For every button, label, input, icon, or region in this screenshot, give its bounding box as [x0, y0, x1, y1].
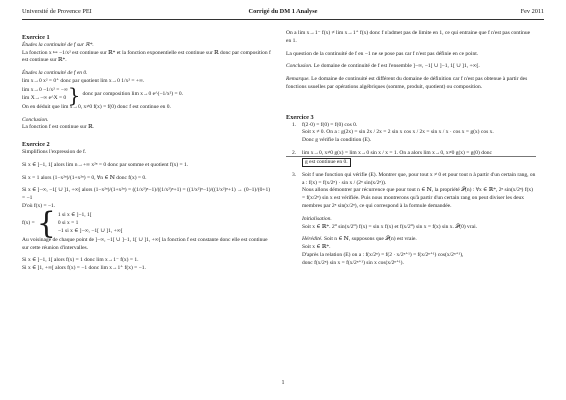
ex2-f-of-x: f(x) = — [22, 219, 35, 226]
exercise-2-title: Exercice 2 — [22, 141, 50, 149]
ex2-conclusion — [286, 63, 536, 71]
ex2-conclusion-label: Conclusion. — [286, 63, 313, 70]
ex3-init-label: Initialisation. — [302, 215, 332, 222]
ex2-remark — [286, 76, 536, 92]
ex1-conclusion-label: Conclusion. — [22, 116, 49, 123]
right-column — [286, 30, 536, 268]
ex2-case-c: Si x ∈ ]−∞, −1[ ∪ ]1, +∞[ alors (1−x²ⁿ)/(1+x²ⁿ) = ((1/x²)ⁿ−1)/((1/x²)ⁿ+1) = ((1/x²)ⁿ−1)/((1/x²)ⁿ+1) → (0−1)/(0+1) = −1 — [22, 187, 271, 202]
exercise-3-title: Exercice 3 — [286, 113, 314, 121]
ex3-init: Soit x ∈ ℝ*. 2⁰ sin(x/2⁰) f(x) = sin x f(x) et f(x/2⁰) sin x = f(x) sin x. 𝒫(0) vrai. — [302, 223, 477, 230]
ex1-paragraph-1: La fonction x ↦ −1/x² est continue sur ℝ* et la fonction exponentielle est continue sur ℝ donc par composition f est continue sur ℝ*. — [22, 49, 271, 64]
ex3-hered-2: Soit x ∈ ℝ*. — [302, 244, 331, 251]
ex3-item-2 — [286, 150, 536, 167]
ex2-case-b: Si x = 1 alors (1−x²ⁿ)/(1+x²ⁿ) = 0, ∀n ∈ ℕ donc f(x) = 0. — [22, 174, 147, 181]
left-column — [22, 30, 272, 273]
ex1-conclusion: La fonction f est continue sur ℝ. — [22, 124, 94, 131]
ex2-remark-text: Le domaine de continuité est différent du domaine de définition car f n'est pas obtenue à partir des fonctions usuelles par opérations algébriques (somme, produit, quotient) ou composition. — [286, 76, 528, 90]
ex2-no-limit: On a lim x→1⁻ f(x) ≠ lim x→1⁺ f(x) donc f n'admet pas de limite en 1, ce qui entraine que f n'est pas continue en 1. — [286, 30, 531, 44]
ex3-item-3-number: 3. — [292, 171, 297, 178]
ex2-piece-1: 1 si x ∈ ]−1, 1[ — [57, 212, 92, 219]
ex2-paragraph-2: Au voisinage de chaque point de ]−∞, −1[ ∪ ]−1, 1[ ∪ ]1, +∞[ la fonction f est constante donc elle est continue sur cette réunion d'intervalles. — [22, 236, 268, 251]
header-rule — [22, 19, 544, 20]
ex3-item-3 — [286, 172, 536, 268]
ex1-right-brace: } — [67, 82, 81, 107]
ex3-item-1-line-2: Soit x ≠ 0. On a : g(2x) = sin 2x / 2x = 2 sin x cos x / 2x = sin x / x · cos x = g(x) cos x. — [302, 129, 494, 136]
ex2-left-limit: Si x ∈ ]−1, 1[ alors f(x) = 1 donc lim x→1⁻ f(x) = 1. — [22, 257, 139, 264]
ex3-item-2-text: lim x→0, x≠0 g(x) = lim x→0 sin x / x = 1. On a alors lim x→0, x≠0 g(x) = g(0) donc — [302, 149, 492, 156]
ex1-study-heading-1: Études la continuité de f sur ℝ*. — [22, 41, 94, 48]
ex3-item-1-number: 1. — [292, 121, 297, 128]
ex2-hence: D'où f(x) = −1. — [22, 202, 56, 209]
ex2-right-limit: Si x ∈ ]1, +∞[ alors f(x) = −1 donc lim x→1⁺ f(x) = −1. — [22, 265, 146, 272]
ex3-hered-4: donc f(x/2ⁿ) sin x = f(x/2ⁿ⁺¹) sin x cos(x/2ⁿ⁺¹). — [302, 259, 404, 266]
ex3-item-3-plan: Nous allons démontrer par récurrence que pour tout n ∈ ℕ, la propriété 𝒫(n) : ∀x ∈ ℝ*, 2ⁿ sin(x/2ⁿ) f(x) = f(x/2ⁿ) sin x est vérifiée. Puis nous montrerons qu'à partir d'un certain rang on peut diviser les deux membres par 2ⁿ sin(x/2ⁿ), ce qui correspond à la formule demandée. — [302, 187, 534, 209]
ex1-limit-2: lim x→0 −1/x² = −∞ — [22, 86, 68, 93]
ex3-item-2-boxed-result: g est continue en 0. — [302, 158, 351, 167]
ex2-minus-one: La question de la continuité de f en −1 ne se pose pas car f n'est pas définie en ce point. — [286, 50, 479, 57]
ex3-item-1 — [286, 122, 536, 145]
ex3-item-2-number: 2. — [292, 149, 297, 156]
header-date: Fev 2011 — [520, 8, 544, 15]
ex2-piece-3: −1 si x ∈ ]−∞, −1[ ∪ ]1, +∞[ — [57, 227, 123, 234]
ex3-hered: Soit n ∈ ℕ, supposons que 𝒫(n) est vraie. — [324, 236, 417, 243]
ex1-limit-3: lim X→−∞ e^X = 0 — [22, 94, 67, 101]
ex1-deduction: On en déduit que lim x→0, x≠0 f(x) = f(0) donc f est continue en 0. — [22, 103, 171, 110]
ex2-simplify: Simplifions l'expression de f. — [22, 148, 87, 155]
exercise-1-title: Exercice 1 — [22, 34, 50, 41]
ex2-piece-2: 0 si x = 1 — [57, 219, 79, 226]
right-column-separator — [286, 156, 536, 157]
ex3-item-1-line-1: f(2·0) = f(0) = f(0) cos 0. — [302, 121, 358, 128]
ex2-case-a: Si x ∈ ]−1, 1[ alors lim n→+∞ x²ⁿ = 0 donc par somme et quotient f(x) = 1. — [22, 161, 189, 168]
ex3-hered-label: Hérédité. — [302, 236, 323, 243]
header-institution: Université de Provence PEI — [22, 8, 92, 15]
ex3-hered-3: D'après la relation (E) on a : f(x/2ⁿ) = f(2 · x/2ⁿ⁺¹) = f(x/2ⁿ⁺¹) cos(x/2ⁿ⁺¹), — [302, 251, 464, 258]
ex1-composition: donc par composition lim x→0 e^(−1/x²) = 0. — [82, 90, 184, 97]
header-title: Corrigé du DM 1 Analyse — [248, 8, 318, 15]
ex2-remark-label: Remarque. — [286, 76, 310, 83]
ex3-item-3-statement: Soit f une fonction qui vérifie (E). Montrer que, pour tout x ≠ 0 et pour tout n à partir d'un certain rang, on a : f(x) = f(x/2ⁿ) · sin x / (2ⁿ sin(x/2ⁿ)). — [302, 171, 536, 186]
ex2-conclusion-text: Le domaine de continuité de f est l'ensemble ]−∞, −1[ ∪ ]−1, 1[ ∪ ]1, +∞[. — [313, 63, 480, 70]
page-number: 1 — [281, 380, 285, 386]
ex2-left-brace: { — [36, 205, 56, 241]
ex1-study-heading-2: Études la continuité de f en 0. — [22, 70, 88, 77]
ex1-limit-1: lim x→0 x² = 0⁺ donc par quotient lim x→0 1/x² = +∞. — [22, 77, 145, 84]
ex3-item-1-line-3: Donc g vérifie la condition (E). — [302, 137, 372, 144]
